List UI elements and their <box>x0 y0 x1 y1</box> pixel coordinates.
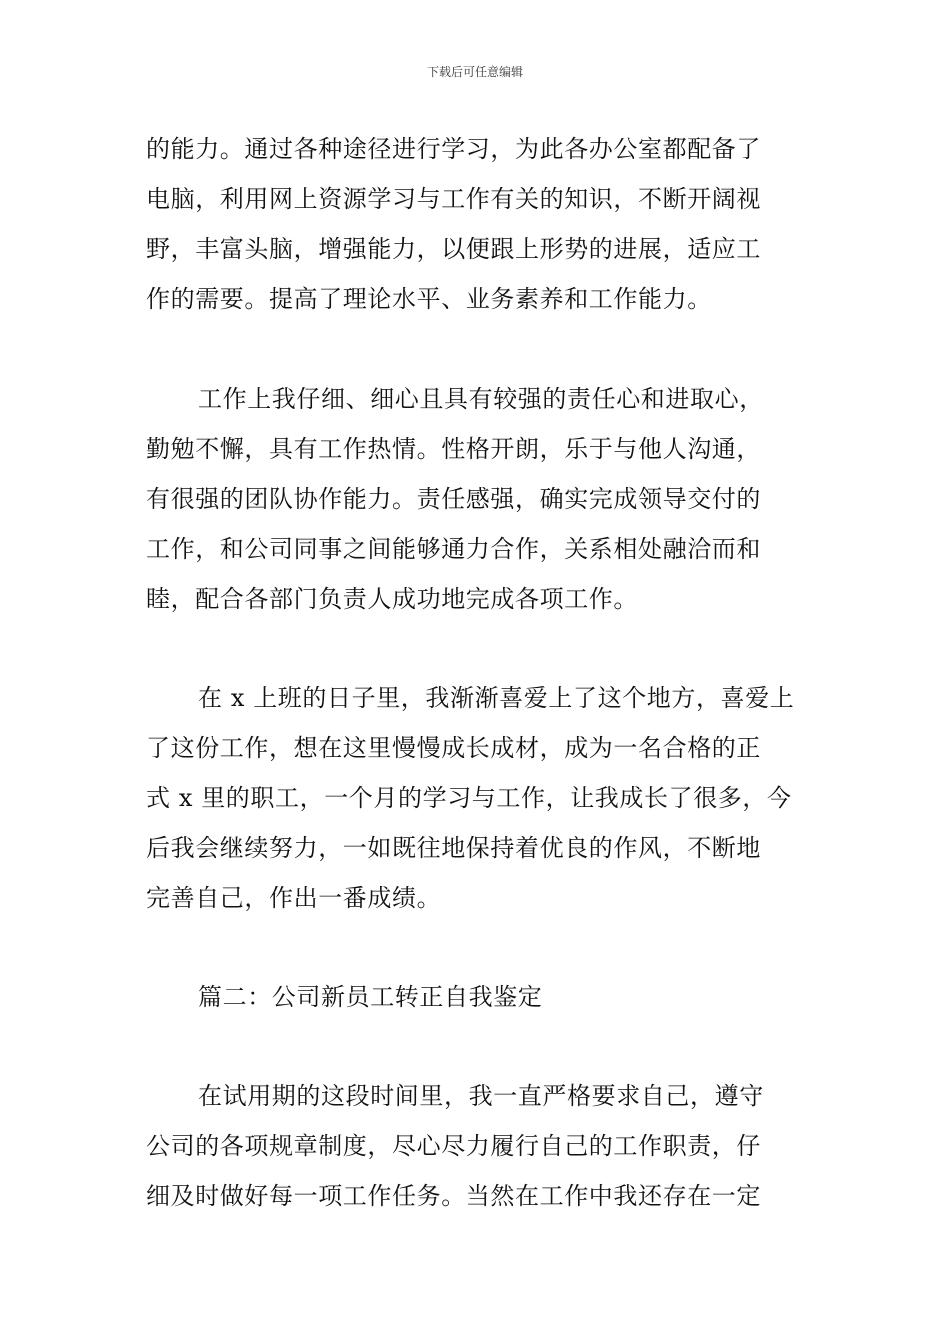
paragraph-4 <box>146 1071 806 1221</box>
page-header: 下载后可任意编辑 <box>426 65 523 79</box>
paragraph-2 <box>146 374 806 624</box>
text-line: 的能力。通过各种途径进行学习，为此各办公室都配备了 <box>146 135 761 163</box>
text-line: 了这份工作，想在这里慢慢成长成材，成为一名合格的正 <box>146 734 761 762</box>
text-line: 公司的各项规章制度，尽心尽力履行自己的工作职责，仔 <box>146 1132 761 1160</box>
paragraph-1 <box>146 124 806 324</box>
text-line: 有很强的团队协作能力。责任感强，确实完成领导交付的 <box>146 485 761 513</box>
text-line: 式 x 里的职工，一个月的学习与工作，让我成长了很多，今 <box>146 784 792 812</box>
text-line: 野，丰富头脑，增强能力，以便跟上形势的进展，适应工 <box>146 235 761 263</box>
text-line: 完善自己，作出一番成绩。 <box>146 884 442 912</box>
text-line: 细及时做好每一项工作任务。当然在工作中我还存在一定 <box>146 1182 761 1210</box>
text-line: 作的需要。提高了理论水平、业务素养和工作能力。 <box>146 285 712 313</box>
section-heading <box>146 972 806 1022</box>
paragraph-3 <box>146 673 806 923</box>
text-line: 在 x 上班的日子里，我渐渐喜爱上了这个地方，喜爱上 <box>198 684 795 712</box>
text-line: 电脑，利用网上资源学习与工作有关的知识，不断开阔视 <box>146 185 761 213</box>
text-line: 后我会继续努力，一如既往地保持着优良的作风，不断地 <box>146 834 761 862</box>
heading-line: 篇二：公司新员工转正自我鉴定 <box>198 983 543 1011</box>
text-line: 在试用期的这段时间里，我一直严格要求自己，遵守 <box>198 1082 764 1110</box>
text-line: 勤勉不懈，具有工作热情。性格开朗，乐于与他人沟通， <box>146 435 761 463</box>
text-line: 工作上我仔细、细心且具有较强的责任心和进取心， <box>198 385 764 413</box>
text-line: 工作，和公司同事之间能够通力合作，关系相处融洽而和 <box>146 535 761 563</box>
text-line: 睦，配合各部门负责人成功地完成各项工作。 <box>146 585 638 613</box>
